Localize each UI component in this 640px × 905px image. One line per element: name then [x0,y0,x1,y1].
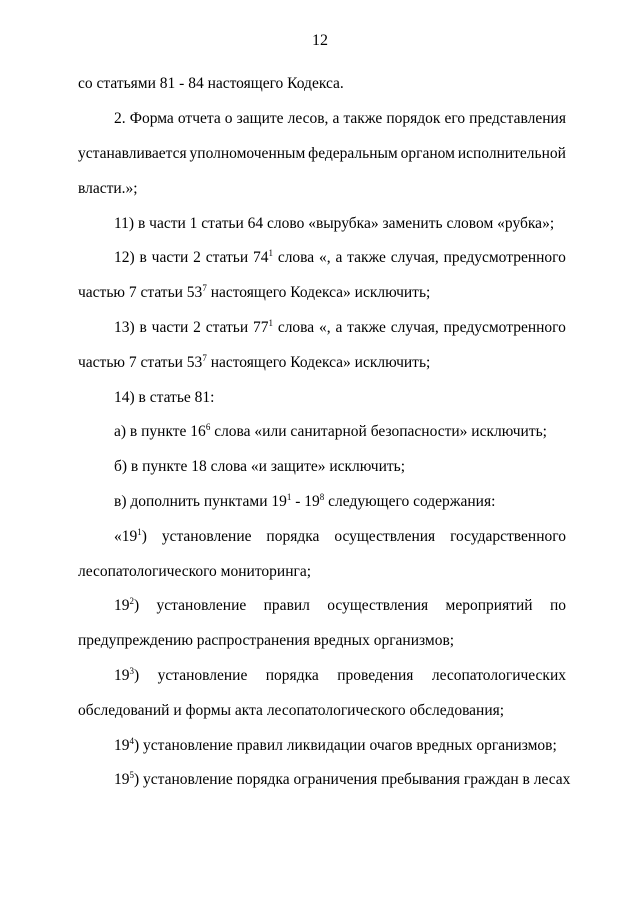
item-14: 14) в статье 81: [114,389,215,406]
point-19-3-line-2: обследований и формы акта лесопатологического обследования; [78,702,505,719]
point-19-5: $19^5$) установление порядка ограничения пребывания граждан в лесах [114,769,571,788]
item-12-line-2: частью 7 статьи $53^7$ настоящего Кодекса» исключить; [78,282,431,301]
item-11: 11) в части 1 статьи 64 слово «вырубка» заменить словом «рубка»; [114,215,555,232]
text-line: власти.»; [78,180,138,197]
page-number: 12 [312,32,328,49]
point-19-1-line-2: лесопатологического мониторинга; [78,563,312,580]
subitem-v: в) дополнить пунктами $19^1 - 19^8$ следующего содержания: [114,491,496,510]
item-12-line-1: 12) в части 2 статьи $74^1$ слова «, а также случая, предусмотренного [114,247,566,266]
point-19-1-line-1: «$19^1$) установление порядка осуществления государственного [114,526,566,545]
point-19-2-line-2: предупреждению распространения вредных организмов; [78,632,455,649]
text-line: со статьями 81 - 84 настоящего Кодекса. [78,75,344,92]
subitem-a: а) в пункте $16^6$ слова «или санитарной безопасности» исключить; [114,421,547,440]
point-19-2-line-1: $19^2$) установление правил осуществления мероприятий по [114,595,566,614]
point-19-3-line-1: $19^3$) установление порядка проведения лесопатологических [114,665,566,684]
subitem-b: б) в пункте 18 слова «и защите» исключить; [114,458,406,475]
paragraph-2-line-1: 2. Форма отчета о защите лесов, а также порядок его представления [114,110,566,127]
item-13-line-2: частью 7 статьи $53^7$ настоящего Кодекса» исключить; [78,352,431,371]
item-13-line-1: 13) в части 2 статьи $77^1$ слова «, а также случая, предусмотренного [114,317,566,336]
paragraph-2-line-2: устанавливается уполномоченным федеральным органом исполнительной [78,145,566,162]
point-19-4: $19^4$) установление правил ликвидации очагов вредных организмов; [114,735,557,754]
